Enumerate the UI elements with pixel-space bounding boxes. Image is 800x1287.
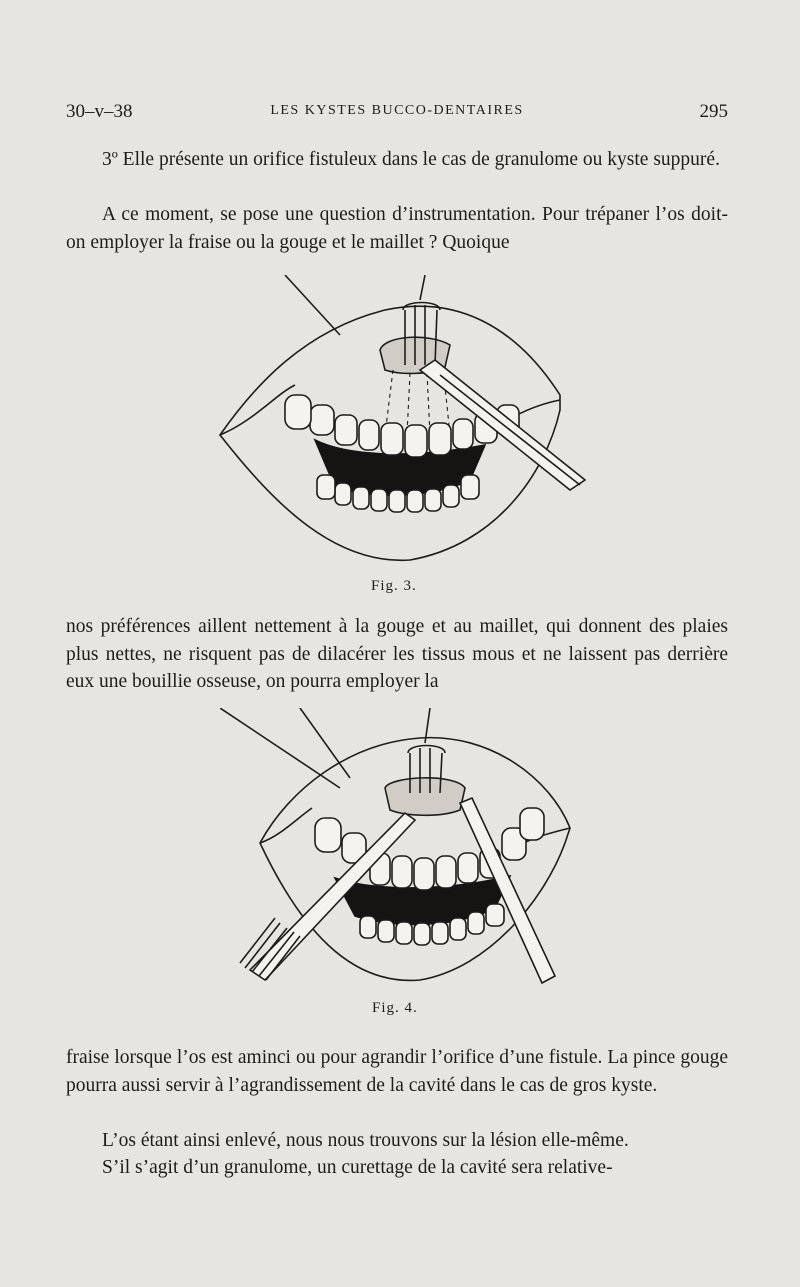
paragraph-1: 3º Elle présente un orifice fistuleux dans le cas de granulome ou kyste suppuré. xyxy=(102,149,720,170)
figure-4-caption: Fig. 4. xyxy=(372,1000,418,1016)
page-number: 295 xyxy=(699,101,728,122)
paragraph-3: nos préférences aillent nettement à la gouge et au maillet, qui donnent des plaies plus nettes, ne risquent pas de dilacérer les tissus mous et ne laissent pas derrière eux une bouillie osseuse, on pourra employer la xyxy=(66,616,728,692)
header-date: 30–v–38 xyxy=(66,101,133,122)
paragraph-4: fraise lorsque l’os est aminci ou pour agrandir l’orifice d’une fistule. La pince gouge pourra aussi servir à l’agrandissement de la cavité dans le cas de gros kyste. xyxy=(66,1047,728,1096)
paragraph-2: A ce moment, se pose une question d’instrumentation. Pour trépaner l’os doit-on employer la fraise ou la gouge et le maillet ? Quoique xyxy=(66,204,728,253)
figure-3-caption: Fig. 3. xyxy=(371,578,417,594)
paragraph-6: S’il s’agit d’un granulome, un curettage de la cavité sera relative- xyxy=(102,1157,613,1178)
figure-4-illustration xyxy=(220,708,580,988)
figure-3-illustration xyxy=(215,275,595,565)
paragraph-5: L’os étant ainsi enlevé, nous nous trouvons sur la lésion elle-même. xyxy=(102,1130,629,1151)
running-header xyxy=(66,101,728,127)
header-title: LES KYSTES BUCCO-DENTAIRES xyxy=(270,103,524,118)
